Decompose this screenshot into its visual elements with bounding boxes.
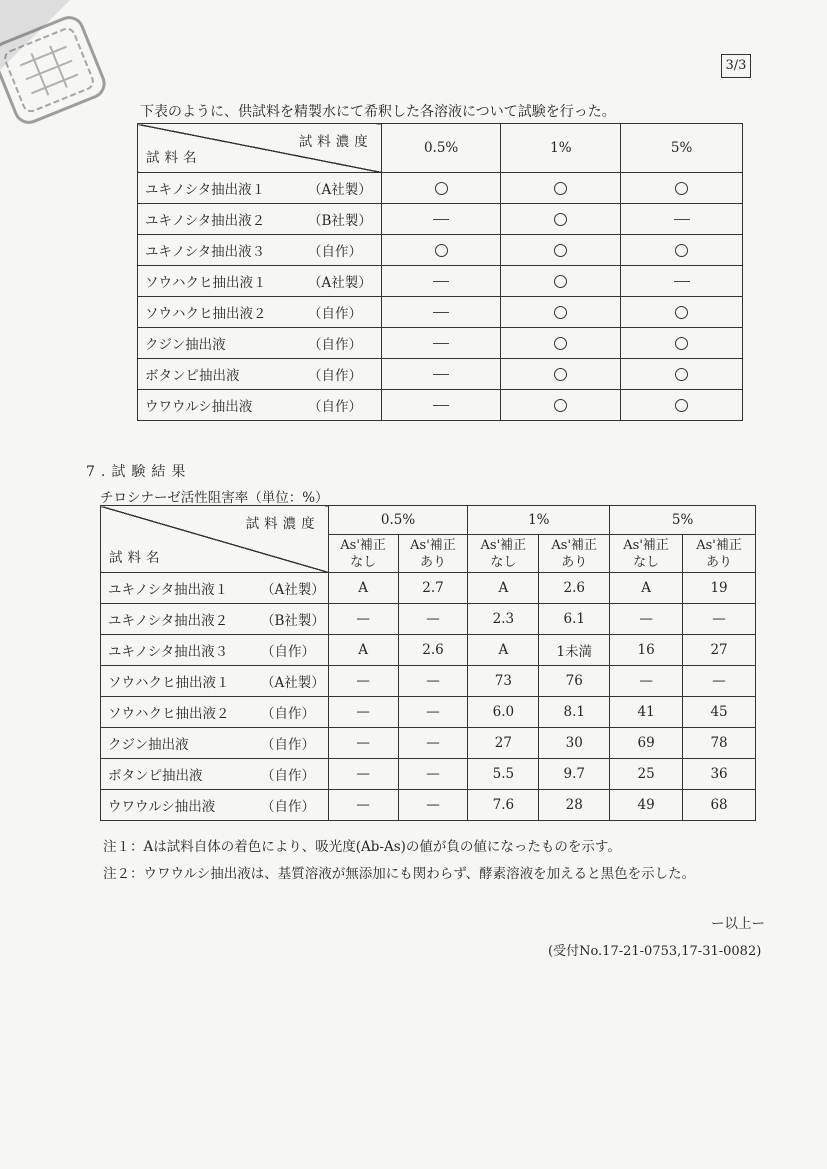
sample-name-cell bbox=[101, 635, 329, 666]
result-cell bbox=[381, 204, 501, 235]
value-cell: 2.3 bbox=[468, 604, 539, 635]
intro-text: 下表のように、供試料を精製水にて希釈した各溶液について試験を行った。 bbox=[140, 104, 616, 120]
value-cell: — bbox=[398, 790, 468, 821]
value-cell: — bbox=[328, 697, 398, 728]
value-cell: 49 bbox=[610, 790, 683, 821]
value-cell: — bbox=[328, 759, 398, 790]
result-cell bbox=[501, 328, 621, 359]
value-cell: — bbox=[683, 604, 756, 635]
sample-name: ソウハクヒ抽出液２ bbox=[108, 706, 230, 722]
value-cell: — bbox=[328, 728, 398, 759]
sample-owner: （B社製） bbox=[308, 213, 372, 229]
circle-mark-icon bbox=[554, 275, 567, 288]
sample-name: ウワウルシ抽出液 bbox=[145, 399, 253, 415]
group-header: 5% bbox=[610, 506, 756, 535]
value-cell: 16 bbox=[610, 635, 683, 666]
header-sample-label: 試料名 bbox=[146, 150, 202, 166]
value-cell: A bbox=[468, 573, 539, 604]
value-cell: — bbox=[398, 759, 468, 790]
circle-mark-icon bbox=[675, 399, 688, 412]
table-row bbox=[101, 666, 756, 697]
note-2: 注２：ウワウルシ抽出液は、基質溶液が無添加にも関わらず、酵素溶液を加えると黒色を示した。 bbox=[103, 866, 696, 882]
header-diagonal-cell bbox=[138, 124, 382, 173]
result-cell bbox=[501, 204, 621, 235]
result-cell bbox=[501, 235, 621, 266]
value-cell: 41 bbox=[610, 697, 683, 728]
table-header-row bbox=[138, 124, 743, 173]
column-header: 1% bbox=[501, 124, 621, 173]
sample-owner: （自作） bbox=[308, 399, 362, 415]
value-cell: 36 bbox=[683, 759, 756, 790]
sample-name-cell bbox=[101, 697, 329, 728]
subheader-line1: As'補正 bbox=[551, 537, 598, 553]
circle-mark-icon bbox=[554, 399, 567, 412]
table-subtitle: チロシナーゼ活性阻害率（単位：%） bbox=[100, 490, 329, 506]
table-row bbox=[138, 297, 743, 328]
circle-mark-icon bbox=[554, 182, 567, 195]
sample-name-cell bbox=[138, 390, 382, 421]
subheader-line2: なし bbox=[350, 554, 377, 570]
value-cell: 7.6 bbox=[468, 790, 539, 821]
result-cell bbox=[501, 266, 621, 297]
value-cell: A bbox=[468, 635, 539, 666]
value-cell: 2.6 bbox=[539, 573, 610, 604]
sample-name-cell bbox=[138, 173, 382, 204]
result-cell bbox=[381, 297, 501, 328]
sample-name: ユキノシタ抽出液１ bbox=[108, 582, 229, 598]
results-table bbox=[100, 505, 756, 821]
sample-owner: （自作） bbox=[261, 706, 315, 722]
value-cell: — bbox=[398, 697, 468, 728]
page-number: 3/3 bbox=[721, 54, 751, 78]
result-cell bbox=[381, 328, 501, 359]
circle-mark-icon bbox=[554, 368, 567, 381]
result-cell bbox=[501, 297, 621, 328]
value-cell: 2.7 bbox=[398, 573, 468, 604]
sample-name-cell bbox=[138, 297, 382, 328]
sample-name-cell bbox=[138, 266, 382, 297]
subheader-line1: As'補正 bbox=[340, 537, 386, 553]
sample-name: クジン抽出液 bbox=[108, 737, 189, 753]
circle-mark-icon bbox=[554, 213, 567, 226]
sample-owner: （A社製） bbox=[308, 182, 372, 198]
subheader-line1: As'補正 bbox=[623, 537, 669, 553]
sample-name-cell bbox=[138, 204, 382, 235]
value-cell: 76 bbox=[539, 666, 610, 697]
test-conditions-table bbox=[137, 123, 743, 421]
column-header: 5% bbox=[621, 124, 743, 173]
value-cell: 25 bbox=[610, 759, 683, 790]
sample-name-cell bbox=[101, 573, 329, 604]
subheader-cell bbox=[683, 535, 756, 573]
sample-name: ユキノシタ抽出液２ bbox=[108, 613, 229, 629]
header-diagonal-cell bbox=[101, 506, 329, 573]
circle-mark-icon bbox=[435, 244, 448, 257]
header-sample-label: 試料名 bbox=[109, 550, 165, 566]
sample-owner: （自作） bbox=[308, 244, 362, 260]
result-cell bbox=[381, 235, 501, 266]
sample-name-cell bbox=[138, 359, 382, 390]
value-cell: 78 bbox=[683, 728, 756, 759]
subheader-line1: As'補正 bbox=[480, 537, 527, 553]
value-cell: 73 bbox=[468, 666, 539, 697]
result-cell bbox=[621, 173, 743, 204]
dash-mark-icon bbox=[433, 281, 449, 282]
table-row bbox=[138, 173, 743, 204]
header-concentration-label: 試料濃度 bbox=[245, 516, 320, 532]
receipt-number: (受付No.17-21-0753,17-31-0082) bbox=[548, 944, 762, 959]
result-cell bbox=[381, 173, 501, 204]
sample-name-cell bbox=[101, 728, 329, 759]
result-cell bbox=[381, 390, 501, 421]
result-cell bbox=[621, 266, 743, 297]
table-row bbox=[101, 697, 756, 728]
table-row bbox=[138, 266, 743, 297]
table-header-row bbox=[101, 506, 756, 535]
table-row bbox=[101, 790, 756, 821]
sample-owner: （自作） bbox=[308, 337, 362, 353]
value-cell: — bbox=[398, 728, 468, 759]
value-cell: 30 bbox=[539, 728, 610, 759]
value-cell: — bbox=[683, 666, 756, 697]
subheader-cell bbox=[610, 535, 683, 573]
value-cell: 6.1 bbox=[539, 604, 610, 635]
value-cell: 19 bbox=[683, 573, 756, 604]
subheader-cell bbox=[328, 535, 398, 573]
dash-mark-icon bbox=[433, 374, 449, 375]
value-cell: A bbox=[328, 635, 398, 666]
note-1: 注１：Aは試料自体の着色により、吸光度(Ab-As)の値が負の値になったものを示す。 bbox=[103, 839, 621, 855]
value-cell: 28 bbox=[539, 790, 610, 821]
sample-owner: （自作） bbox=[261, 799, 315, 815]
table-row bbox=[138, 235, 743, 266]
value-cell: 8.1 bbox=[539, 697, 610, 728]
sample-name: ユキノシタ抽出液２ bbox=[145, 213, 266, 229]
result-cell bbox=[501, 173, 621, 204]
value-cell: 1未満 bbox=[539, 635, 610, 666]
table-row bbox=[138, 328, 743, 359]
table-row bbox=[101, 728, 756, 759]
sample-name-cell bbox=[138, 328, 382, 359]
subheader-line2: なし bbox=[490, 554, 517, 570]
result-cell bbox=[381, 266, 501, 297]
sample-owner: （自作） bbox=[308, 306, 362, 322]
value-cell: — bbox=[328, 604, 398, 635]
sample-name-cell bbox=[101, 790, 329, 821]
table-row bbox=[138, 359, 743, 390]
sample-owner: （A社製） bbox=[308, 275, 372, 291]
sample-name-cell bbox=[101, 759, 329, 790]
header-concentration-label: 試料濃度 bbox=[298, 134, 373, 150]
table-row bbox=[101, 635, 756, 666]
result-cell bbox=[621, 297, 743, 328]
table-row bbox=[138, 390, 743, 421]
circle-mark-icon bbox=[435, 182, 448, 195]
result-cell bbox=[621, 235, 743, 266]
dash-mark-icon bbox=[674, 281, 690, 282]
result-cell bbox=[501, 359, 621, 390]
sample-name: ユキノシタ抽出液３ bbox=[145, 244, 266, 260]
circle-mark-icon bbox=[554, 244, 567, 257]
result-cell bbox=[621, 359, 743, 390]
circle-mark-icon bbox=[675, 368, 688, 381]
subheader-cell bbox=[468, 535, 539, 573]
value-cell: 69 bbox=[610, 728, 683, 759]
value-cell: — bbox=[328, 666, 398, 697]
result-cell bbox=[501, 390, 621, 421]
dash-mark-icon bbox=[433, 343, 449, 344]
value-cell: 68 bbox=[683, 790, 756, 821]
subheader-line1: As'補正 bbox=[410, 537, 456, 553]
value-cell: — bbox=[398, 604, 468, 635]
circle-mark-icon bbox=[675, 337, 688, 350]
value-cell: — bbox=[328, 790, 398, 821]
sample-owner: （自作） bbox=[261, 644, 315, 660]
sample-owner: （自作） bbox=[261, 737, 315, 753]
subheader-line1: As'補正 bbox=[696, 537, 742, 553]
group-header: 1% bbox=[468, 506, 610, 535]
value-cell: — bbox=[610, 666, 683, 697]
group-header: 0.5% bbox=[328, 506, 468, 535]
sample-name-cell bbox=[138, 235, 382, 266]
value-cell: — bbox=[610, 604, 683, 635]
value-cell: 2.6 bbox=[398, 635, 468, 666]
section-title: 7.試験結果 bbox=[86, 464, 192, 480]
value-cell: 6.0 bbox=[468, 697, 539, 728]
sample-name: ボタンピ抽出液 bbox=[108, 768, 203, 784]
dash-mark-icon bbox=[674, 219, 690, 220]
sample-owner: （B社製） bbox=[261, 613, 325, 629]
dash-mark-icon bbox=[433, 312, 449, 313]
table-row bbox=[101, 759, 756, 790]
sample-owner: （自作） bbox=[308, 368, 362, 384]
subheader-line2: あり bbox=[706, 554, 733, 570]
subheader-line2: なし bbox=[633, 554, 660, 570]
value-cell: A bbox=[328, 573, 398, 604]
dash-mark-icon bbox=[433, 219, 449, 220]
value-cell: 27 bbox=[468, 728, 539, 759]
sample-owner: （自作） bbox=[261, 768, 315, 784]
end-mark: ー以上ー bbox=[711, 916, 765, 932]
sample-name-cell bbox=[101, 604, 329, 635]
value-cell: A bbox=[610, 573, 683, 604]
subheader-cell bbox=[398, 535, 468, 573]
subheader-line2: あり bbox=[561, 554, 588, 570]
result-cell bbox=[621, 328, 743, 359]
sample-name-cell bbox=[101, 666, 329, 697]
sample-name: ソウハクヒ抽出液１ bbox=[145, 275, 267, 291]
sample-name: クジン抽出液 bbox=[145, 337, 226, 353]
table-row bbox=[101, 573, 756, 604]
subheader-cell bbox=[539, 535, 610, 573]
sample-name: ユキノシタ抽出液１ bbox=[145, 182, 266, 198]
column-header: 0.5% bbox=[381, 124, 501, 173]
sample-name: ボタンピ抽出液 bbox=[145, 368, 240, 384]
table-row bbox=[138, 204, 743, 235]
circle-mark-icon bbox=[675, 182, 688, 195]
result-cell bbox=[381, 359, 501, 390]
result-cell bbox=[621, 390, 743, 421]
sample-owner: （A社製） bbox=[261, 582, 325, 598]
value-cell: 5.5 bbox=[468, 759, 539, 790]
value-cell: 45 bbox=[683, 697, 756, 728]
circle-mark-icon bbox=[675, 306, 688, 319]
circle-mark-icon bbox=[554, 306, 567, 319]
circle-mark-icon bbox=[675, 244, 688, 257]
result-cell bbox=[621, 204, 743, 235]
sample-name: ユキノシタ抽出液３ bbox=[108, 644, 229, 660]
value-cell: 9.7 bbox=[539, 759, 610, 790]
value-cell: — bbox=[398, 666, 468, 697]
sample-name: ソウハクヒ抽出液２ bbox=[145, 306, 267, 322]
sample-owner: （A社製） bbox=[261, 675, 325, 691]
sample-name: ウワウルシ抽出液 bbox=[108, 799, 216, 815]
table-row bbox=[101, 604, 756, 635]
value-cell: 27 bbox=[683, 635, 756, 666]
dash-mark-icon bbox=[433, 405, 449, 406]
sample-name: ソウハクヒ抽出液１ bbox=[108, 675, 230, 691]
subheader-line2: あり bbox=[419, 554, 446, 570]
circle-mark-icon bbox=[554, 337, 567, 350]
